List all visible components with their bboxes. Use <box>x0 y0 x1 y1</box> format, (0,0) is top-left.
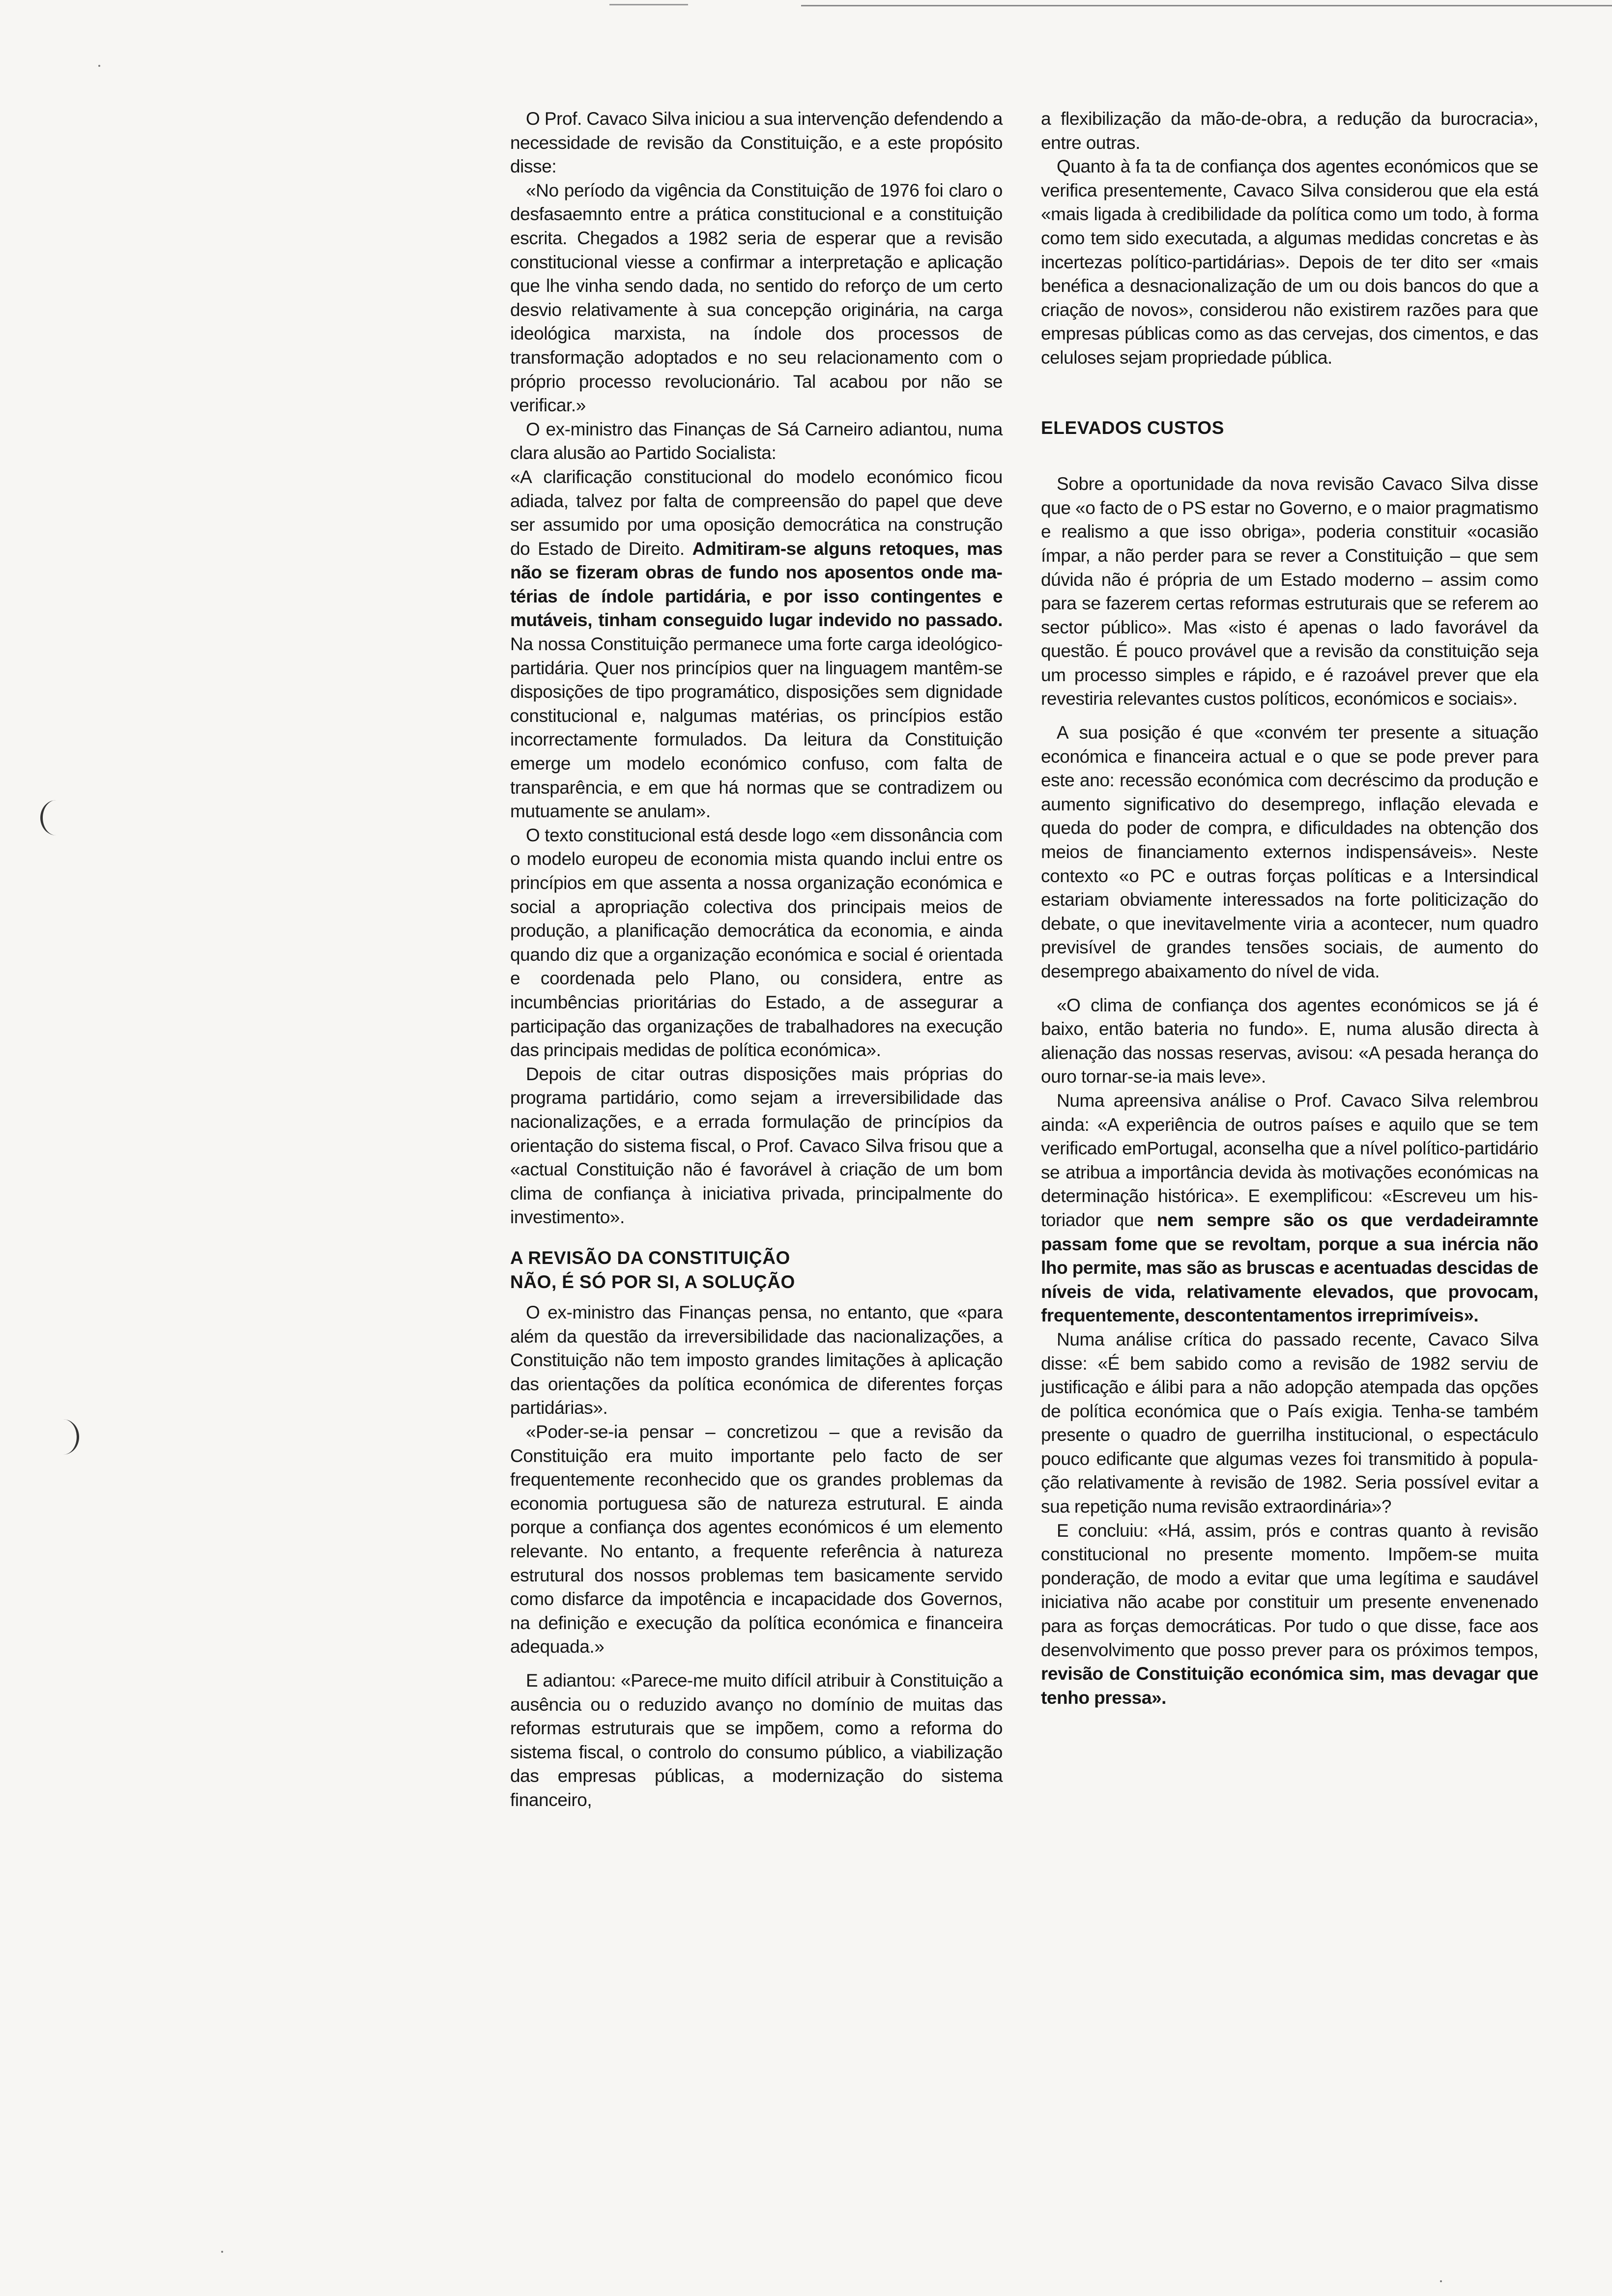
article-column-right <box>1041 107 1538 1710</box>
paragraph-with-emphasis <box>510 465 1003 824</box>
paragraph-text: Numa apreensiva análise o Prof. Cavaco Silva relembrou ainda: «A experiência de outros países e aquilo que se tem verificado emPortugal, aconselha que a nível político-partidário se atribua a importância devida às motivações económicas na determinação histórica». E exemplificou: «Escreveu um historiador que <box>1041 1090 1538 1230</box>
bold-emphasis: revisão de Constituição económica sim, mas devagar que tenho pressa». <box>1041 1664 1538 1708</box>
paragraph: O ex-ministro das Finanças pensa, no entanto, que «para além da questão da irreversibilidade das nacionalizações, a Constituição não tem imposto grandes limitações à aplicação das orientações da política económica de diferentes forças partidárias». <box>510 1302 1003 1418</box>
paper-speck <box>98 65 100 67</box>
paragraph: A sua posição é que «convém ter presente a situação económica e financeira actual e o que se pode prever para este ano: recessão económica com decréscimo da produção e aumento significativo do desemprego, inflação elevada e queda do poder de compra, e dificuldades na obtenção dos meios de financiamento externos indispensáveis». Neste contexto «o PC e outras forças políticas e a Intersindical estariam obviamente interessados na forte politicização do debate, o que inevitavelmente viria a acontecer, num quadro previsível de grandes tensões sociais, de aumento do desemprego abaixamento do nível de vida. <box>1041 722 1538 981</box>
bold-emphasis: nem sempre são os que verdadeiramnte passam fome que se revoltam, porque a sua inércia não lho permite, mas são as bruscas e acentuadas descidas de níveis de vida, relativamente elevados, que provocam, frequentemente, descontentamentos irreprimíveis». <box>1041 1209 1538 1326</box>
paragraph: O texto constitucional está desde logo «em dissonância com o modelo europeu de economia mista quando inclui entre os princípios em que assenta a nossa organização económica e social a apropriação colectiva dos principais meios de produção, a planificação democrática da economia, e ainda quando diz que a organização económica e social é orientada e coordenada pelo Plano, ou considera, entre as incumbências prioritárias do Estado, a de assegurar a participação das organizações de trabalhadores na execução das principais medidas de política económica». <box>510 825 1003 1061</box>
paragraph: «No período da vigência da Constituição de 1976 foi claro o desfasaemnto entre a prática constitucional e a constituição escrita. Chegados a 1982 seria de esperar que a revisão constitucional viesse a confirmar a interpretação e aplicação que lhe vinha sendo dada, no sentido do reforço de um certo desvio relativamente à sua concepção originária, na carga ideológica marxista, na índole dos processos de transformação adoptados e no seu relacionamento com o próprio processo revolucionário. Tal acabou por não se verificar.» <box>510 180 1003 416</box>
paper-speck <box>1440 2280 1442 2282</box>
punch-hole-mark-bottom <box>47 1419 79 1455</box>
section-heading-line: NÃO, É SÓ POR SI, A SOLUÇÃO <box>510 1271 795 1292</box>
paragraph-text: «A clarificação constitucional do modelo económico ficou adiada, talvez por falta de compreensão do papel que deve ser assumido por uma oposição democrática na construção do Estado de Direito. <box>510 466 1003 559</box>
paragraph-with-emphasis <box>1041 1089 1538 1328</box>
paragraph: E adiantou: «Parece-me muito difícil atribuir à Constituição a ausência ou o reduzido avanço no domínio de muitas das reformas estruturais que se impõem, como a reforma do sistema fiscal, o controlo do consumo público, a viabilização das empresas públicas, a modernização do sistema financeiro, <box>510 1670 1003 1810</box>
punch-hole-mark-top <box>40 800 72 835</box>
section-heading: ELEVADOS CUSTOS <box>1041 417 1225 438</box>
paragraph: «Poder-se-ia pensar – concretizou – que a revisão da Constituição era muito importante pelo facto de ser frequentemente reconhecido que os grandes problemas da economia portuguesa são de natureza estrutural. E ainda porque a confiança dos agentes económicos é um elemento relevante. No entanto, a frequente referência à natureza estrutural dos nossos problemas tem basicamente servido como disfarce da impotência e incapacidade dos Governos, na definição e execução da política económica e financeira adequada.» <box>510 1422 1003 1657</box>
bold-emphasis: Admitiram-se alguns retoques, mas não se fizeram obras de fundo nos aposentos onde matérias de índole partidária, e por isso contingentes e mutáveis, tinham conseguido lugar indevido no passado. <box>510 538 1003 631</box>
paragraph-with-emphasis <box>1041 1519 1538 1710</box>
paragraph-text: Na nossa Constituição permanece uma forte carga ideológico-partidária. Quer nos princípios quer na linguagem mantêm-se disposições de tipo programático, disposições sem dignidade constitucional e, nalgumas matérias, os princípios estão incorrectamente formulados. Da leitura da Constituição emerge um modelo económico confuso, com falta de transparência, e em que há normas que se contradizem ou mutuamente se anulam». <box>510 634 1003 822</box>
paragraph: Numa análise crítica do passado recente, Cavaco Silva disse: «É bem sabido como a revisão de 1982 serviu de justificação e álibi para a não adopção atempada das opções de política económica que o País exigia. Tenha-se também presente o quadro de guerrilha institucional, o espectáculo pouco edificante que algumas vezes foi transmitido à população relativamente à revisão de 1982. Seria possível evitar a sua repetição numa revisão extraordinária»? <box>1041 1329 1538 1517</box>
paragraph: Sobre a oportunidade da nova revisão Cavaco Silva disse que «o facto de o PS estar no Governo, e o maior pragmatismo e realismo a que isso obriga», poderia constituir «ocasião ímpar, a não perder para se rever a Constituição – que sem dúvida não é própria de um Estado moderno – assim como para se fazerem certas reformas estruturais que se referem ao sector público». Mas «isto é apenas o lado favorável da questão. É pouco provável que a revisão da constituição seja um processo simples e rápido, e é razoável prever que ela revestiria relevantes custos políticos, económicos e sociais». <box>1041 474 1538 709</box>
section-heading <box>510 1246 1003 1294</box>
paragraph: O Prof. Cavaco Silva iniciou a sua intervenção defendendo a necessidade de revisão da Constituição, e a este propósito disse: <box>510 109 1003 177</box>
paragraph: O ex-ministro das Finanças de Sá Carneiro adiantou, numa clara alusão ao Partido Socialista: <box>510 419 1003 463</box>
paper-speck <box>221 2251 223 2253</box>
section-heading-line: A REVISÃO DA CONSTITUIÇÃO <box>510 1247 790 1268</box>
article-column-left <box>510 107 1003 1812</box>
paragraph: Quanto à fa ta de confiança dos agentes económicos que se verifica presentemente, Cavaco Silva considerou que ela está «mais ligada à credibilidade da política como um todo, à forma como tem sido executada, a algumas medidas concretas e às incertezas político-partidárias». Depois de ter dito ser «mais benéfica a desnacionalização de um ou dois bancos do que a criação de novos», considerou não existirem razões para que empresas públicas como as das cervejas, dos cimentos, e das celuloses sejam propriedade pública. <box>1041 156 1538 368</box>
paragraph: a flexibilização da mão-de-obra, a redução da burocracia», entre outras. <box>1041 109 1538 153</box>
paragraph: Depois de citar outras disposições mais próprias do programa partidário, como sejam a irreversibilidade das nacionalizações, e a errada formulação de princípios da orientação do sistema fiscal, o Prof. Cavaco Silva frisou que a «actual Constituição não é favorável à criação de um bom clima de confiança à iniciativa privada, principalmente do investimento». <box>510 1063 1003 1228</box>
paragraph: «O clima de confiança dos agentes económicos se já é baixo, então bateria no fundo». E, numa alusão directa à alienação das nossas reservas, avisou: «A pesada herança do ouro tornar-se-ia mais leve». <box>1041 995 1538 1087</box>
top-rule-left <box>609 4 688 5</box>
top-rule-right <box>801 5 1612 6</box>
paragraph-text: E concluiu: «Há, assim, prós e contras quanto à revisão constitucional no presente momento. Impõem-se muita ponderação, de modo a evitar que uma legítima e saudável iniciativa não acabe por constituir um presente envenenado para as forças democráticas. Por tudo o que disse, face aos desenvolvimento que posso prever para os próximos tempos, <box>1041 1520 1538 1660</box>
